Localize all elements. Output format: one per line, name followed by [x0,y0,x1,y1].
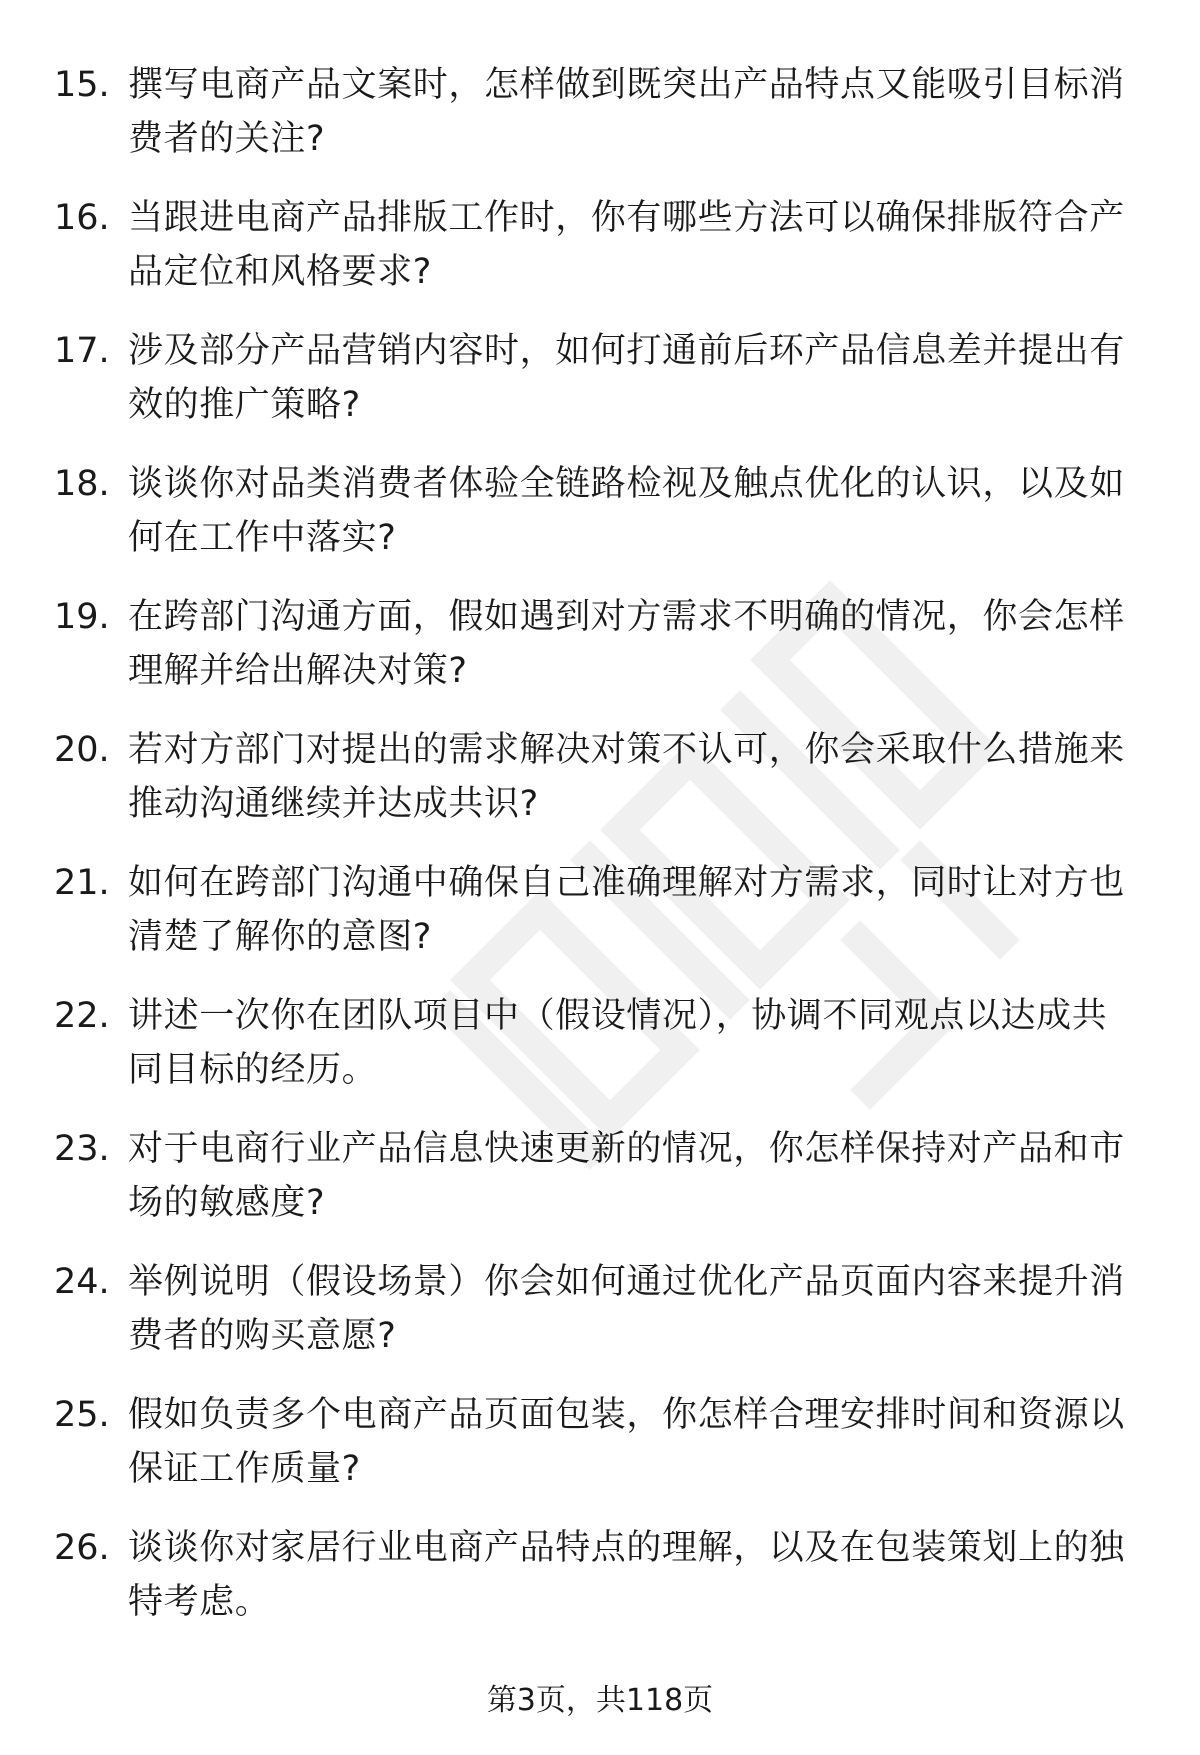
question-item [0,457,1200,590]
question-number: 20. [54,730,110,770]
question-item [0,1255,1200,1388]
question-number: 24. [54,1262,110,1302]
question-number: 19. [54,597,110,637]
question-text: 撰写电商产品文案时，怎样做到既突出产品特点又能吸引目标消费者的关注? [128,65,1125,159]
question-item [0,723,1200,856]
question-number: 26. [54,1528,110,1568]
question-number: 22. [54,996,110,1036]
question-number: 21. [54,863,110,903]
question-text: 讲述一次你在团队项目中（假设情况），协调不同观点以达成共同目标的经历。 [128,996,1108,1090]
question-item [0,856,1200,989]
question-number: 23. [54,1129,110,1169]
question-number: 15. [54,65,110,105]
question-number: 17. [54,331,110,371]
question-item [0,324,1200,457]
page-footer [0,1681,1200,1721]
question-item [0,58,1200,191]
question-text: 当跟进电商产品排版工作时，你有哪些方法可以确保排版符合产品定位和风格要求? [128,198,1125,292]
question-text: 对于电商行业产品信息快速更新的情况，你怎样保持对产品和市场的敏感度? [128,1129,1125,1223]
question-number: 25. [54,1395,110,1435]
question-text: 谈谈你对品类消费者体验全链路检视及触点优化的认识，以及如何在工作中落实? [128,464,1125,558]
question-list [0,58,1200,1654]
question-number: 16. [54,198,110,238]
question-item [0,1388,1200,1521]
question-number: 18. [54,464,110,504]
question-text: 谈谈你对家居行业电商产品特点的理解，以及在包装策划上的独特考虑。 [128,1528,1125,1622]
question-item [0,590,1200,723]
question-item [0,1521,1200,1654]
question-item [0,1122,1200,1255]
question-text: 涉及部分产品营销内容时，如何打通前后环产品信息差并提出有效的推广策略? [128,331,1125,425]
question-text: 在跨部门沟通方面，假如遇到对方需求不明确的情况，你会怎样理解并给出解决对策? [128,597,1125,691]
question-text: 若对方部门对提出的需求解决对策不认可，你会采取什么措施来推动沟通继续并达成共识? [128,730,1125,824]
question-item [0,989,1200,1122]
page-number-label: 第3页，共118页 [486,1683,714,1718]
question-text: 如何在跨部门沟通中确保自己准确理解对方需求，同时让对方也清楚了解你的意图? [128,863,1125,957]
question-text: 假如负责多个电商产品页面包装，你怎样合理安排时间和资源以保证工作质量? [128,1395,1125,1489]
question-text: 举例说明（假设场景）你会如何通过优化产品页面内容来提升消费者的购买意愿? [128,1262,1125,1356]
question-item [0,191,1200,324]
